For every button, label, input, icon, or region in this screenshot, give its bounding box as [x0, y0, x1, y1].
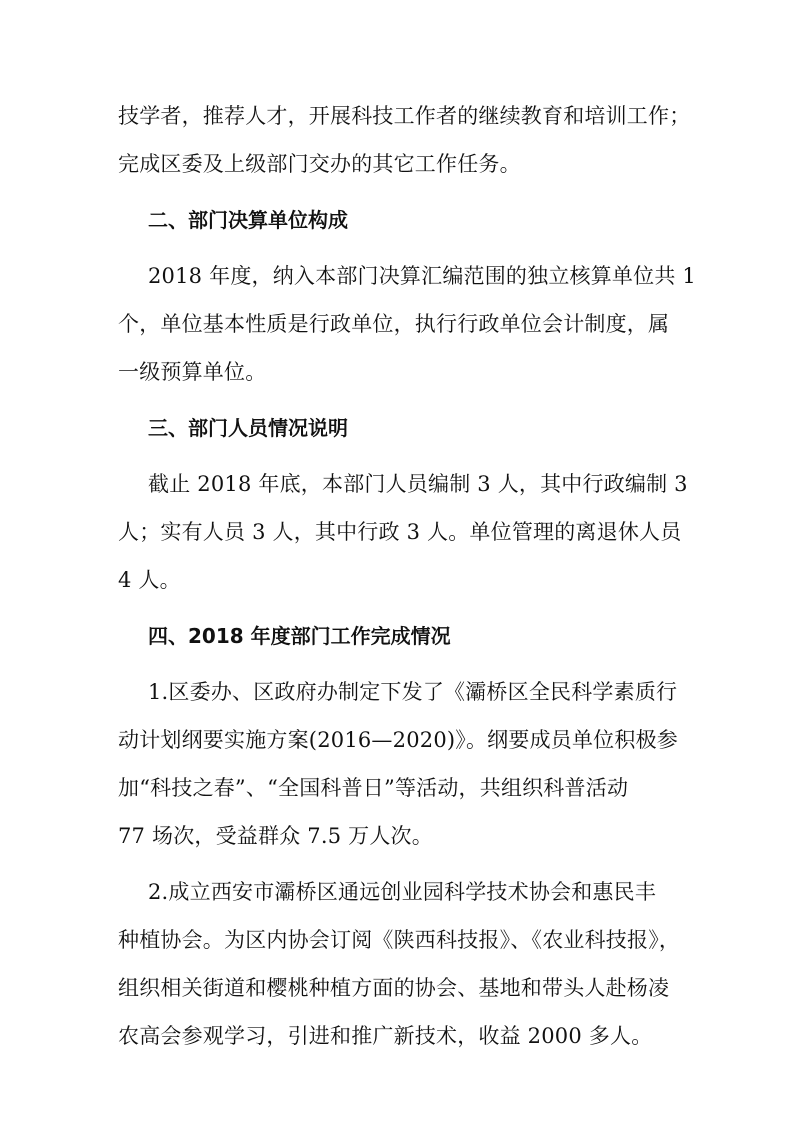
paragraph-line: 1.区委办、区政府办制定下发了《灞桥区全民科学素质行: [148, 680, 678, 704]
section-heading-unit-composition: 二、部门决算单位构成: [148, 208, 348, 232]
section-heading-work-completion: 四、2018 年度部门工作完成情况: [148, 624, 451, 648]
document-page: [118, 92, 696, 1060]
paragraph-line: 种植协会。为区内协会订阅《陕西科技报》、《农业科技报》，: [118, 928, 681, 952]
paragraph-line: 4 人。: [118, 568, 181, 592]
paragraph-line: 完成区委及上级部门交办的其它工作任务。: [118, 152, 521, 176]
intro-paragraph: [118, 92, 691, 188]
paragraph-line: 技学者，推荐人才，开展科技工作者的继续教育和培训工作；: [118, 104, 691, 128]
section-heading-staff: 三、部门人员情况说明: [148, 416, 348, 440]
paragraph-line: 截止 2018 年底，本部门人员编制 3 人，其中行政编制 3: [148, 472, 688, 496]
paragraph-line: 动计划纲要实施方案(2016—2020)》。纲要成员单位积极参: [118, 728, 678, 752]
staff-paragraph: [118, 460, 688, 604]
paragraph-line: 2.成立西安市灞桥区通远创业园科学技术协会和惠民丰: [148, 880, 657, 904]
paragraph-line: 个，单位基本性质是行政单位，执行行政单位会计制度，属: [118, 312, 670, 336]
paragraph-line: 加“科技之春”、“全国科普日”等活动，共组织科普活动: [118, 776, 629, 800]
paragraph-line: 人；实有人员 3 人，其中行政 3 人。单位管理的离退休人员: [118, 520, 682, 544]
paragraph-line: 77 场次，受益群众 7.5 万人次。: [118, 824, 433, 848]
paragraph-line: 组织相关街道和樱桃种植方面的协会、基地和带头人赴杨凌: [118, 976, 670, 1000]
paragraph-line: 农高会参观学习，引进和推广新技术，收益 2000 多人。: [118, 1024, 653, 1048]
paragraph-line: 一级预算单位。: [118, 360, 267, 384]
unit-composition-paragraph: [118, 252, 696, 396]
work-item-2-paragraph: [118, 868, 683, 1060]
paragraph-line: 2018 年度，纳入本部门决算汇编范围的独立核算单位共 1: [148, 264, 696, 288]
work-item-1-paragraph: [118, 668, 683, 860]
